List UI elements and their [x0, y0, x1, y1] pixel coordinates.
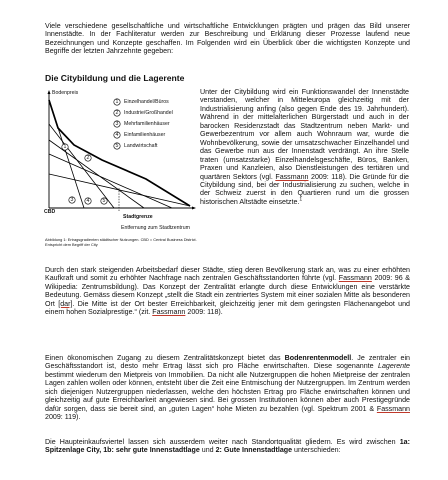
- y-axis-label: Bodenpreis: [52, 90, 79, 96]
- legend-num-4: 4: [115, 132, 119, 138]
- text-run: . Je zentraler ein Geschäftsstandort ist, desto mehr Ertrag lässt sich pro Fläche erwirtschaften. Diese sogenannte: [45, 354, 410, 371]
- marker-num-2: 2: [86, 155, 90, 161]
- footnote-marker: 1: [299, 196, 303, 203]
- legend-label-1: Einzelhandel/Büros: [124, 99, 169, 105]
- legend-num-1: 1: [115, 99, 119, 105]
- text-run: 2009: 118).: [187, 308, 223, 317]
- paragraph-haupteinkauf: [45, 438, 410, 455]
- marker-num-3: 3: [70, 197, 74, 203]
- text-run: Durch den stark steigenden Arbeitsbedarf dieser Städte, stieg deren Bevölkerung stark an, was zu einer erhöhten Kaufkraft und somit zu erhöhter Nachfrage nach zentralen Geschäftsstandorten führte (vgl.: [45, 266, 410, 283]
- bid-rent-diagram: [44, 88, 198, 238]
- legend-label-3: Mehrfamilienhäuser: [124, 121, 170, 127]
- legend-num-3: 3: [115, 121, 119, 127]
- text-run: Unter der Citybildung wird ein Funktionswandel der Innenstädte verstanden, welcher in Mitteleuropa gleichzeitig mit der Industrialisierung anfing (also gegen Ende des 19. Jahrhundert). Während in der mittelalterlichen Bürgerstadt und auch in der barocken Residenzstadt das Stadtzentrum neben Markt- und Gewerbezentrum vor allem auch Wohnraum war, wurde die Wohnbevölkerung, sowie der umsatzschwacher Einzelhandel und das Gewerbe nun aus der Innenstadt verdrängt. An ihre Stelle traten (umsatzstarke) Einzelhandelsgeschäfte, Büros, Banken, Praxen und Kanzleien, also Dienstleistungen des tertiären und quartären Sektors (vgl.: [200, 88, 409, 181]
- cbd-label: CBD: [44, 209, 56, 215]
- paragraph-citybildung-column: [200, 88, 409, 206]
- intro-paragraph: Viele verschiedene gesellschaftliche und wirtschaftliche Entwicklungen prägten und prägen das Bild unserer Innenstädte. In der Fachliteratur werden zur Beschreibung und Erklärung dieser Prozesse laufend neue Bezeichnungen und Konzepte geschaffen. Im Folgenden wird ein Überblick über die wichtigsten Konzepte und Begriffe der letzten Jahrzehnte gegeben:: [45, 22, 410, 56]
- text-run: 2009: 119).: [45, 413, 81, 422]
- text-run: . Die Mitte ist der Ort bester Erreichbarkeit, gleichzeitig jener mit dem geringsten Flächenangebot und einem hohen Sozialprestige.“ (zit.: [45, 299, 410, 317]
- citation-fassmann: Fassmann: [338, 274, 372, 283]
- x-axis-label: Entfernung zum Stadtzentrum: [121, 225, 190, 231]
- legend-num-5: 5: [115, 143, 119, 149]
- figure-bid-rent: [44, 88, 198, 256]
- legend-label-4: Einfamilienhäuser: [124, 132, 166, 138]
- citation-fassmann: Fassmann: [275, 172, 309, 181]
- paragraph-citybildung-full: [45, 266, 410, 317]
- text-run: bestimmt wiederum den Mietpreis von Immobilien. Da nicht alle Nutzergruppen die hohen Mietpreise der zentralen Lagen zahlen wollen oder können, entsteht über die Zeit eine Entmischung der Nutzergruppen. Im Zentrum werden sich diejenigen Nutzergruppen niederlassen, welche den höchsten Ertrag pro Fläche erwirtschaften können und gleichzeitig auf gute Erreichbarkeit angewiesen sind. Bei grossen Institutionen können aber auch Prestigegründe dafür sorgen, dass sie bereit sind, an „guten Lagen“ hohe Mieten zu bezahlen (vgl. Spektrum 2001 &: [45, 370, 410, 413]
- paragraph-bodenrente: [45, 354, 410, 422]
- legend-num-2: 2: [115, 110, 119, 116]
- text-run: Einen ökonomischen Zugang zu diesem Zentralitätskonzept bietet das: [45, 354, 281, 362]
- text-run: 2009: 96 & Wikipedia: Zentrumsbildung). Das Konzept der Zentralität erlangte durch diese Entwicklungen eine verstärkte Bedeutung. Gemäss diesem Konzept „stellt die Stadt ein zentriertes System mit einer sozialen Mitte als besonderen Ort: [45, 274, 410, 308]
- text-run: Die Haupteinkaufsviertel lassen sich ausserdem weiter nach Standortqualität gliedern. Es wird zwischen: [45, 438, 396, 446]
- legend-label-2: Industrie/Großhandel: [124, 110, 173, 116]
- term-lagen-1: 1a: Spitzenlage City, 1b: sehr gute Innenstadtlage: [45, 438, 410, 455]
- text-run: 2009: 118). Die Gründe für die Citybildung sind, bei der Industrialisierung zu suchen, welche in der Schweiz zuerst in den Quartieren rund um die grossen historischen Altstädte einsetzte.: [200, 172, 409, 206]
- legend-label-5: Landwirtschaft: [124, 143, 158, 149]
- figure-caption: Abbildung 1: Ertragsgradienten städtischer Nutzungen. CBD = Central Business District. Entspricht dem Begriff der City: [45, 237, 197, 247]
- marker-num-5: 5: [102, 198, 106, 204]
- city-boundary-label: Stadtgrenze: [123, 214, 153, 220]
- marker-num-1: 1: [63, 144, 67, 150]
- marker-num-4: 4: [86, 198, 90, 204]
- term-lagerente: Lagerente: [378, 362, 410, 371]
- gradient-line-2: [49, 124, 114, 208]
- y-axis-arrow: [48, 90, 51, 94]
- term-bodenrentenmodell: Bodenrentenmodell: [284, 354, 352, 362]
- x-axis-arrow: [192, 207, 196, 210]
- citation-fassmann: Fassmann: [152, 308, 186, 317]
- text-run: unterschieden:: [294, 446, 341, 455]
- citation-fassmann: Fassmann: [376, 404, 410, 413]
- term-lagen-2: 2: Gute Innenstadtlage: [215, 446, 293, 455]
- section-heading: Die Citybildung und die Lagerente: [45, 73, 185, 83]
- gradient-line-4: [49, 154, 172, 208]
- text-run: und: [201, 446, 214, 455]
- gradient-line-3: [49, 140, 144, 208]
- bracket-dar: [dar]: [58, 299, 73, 308]
